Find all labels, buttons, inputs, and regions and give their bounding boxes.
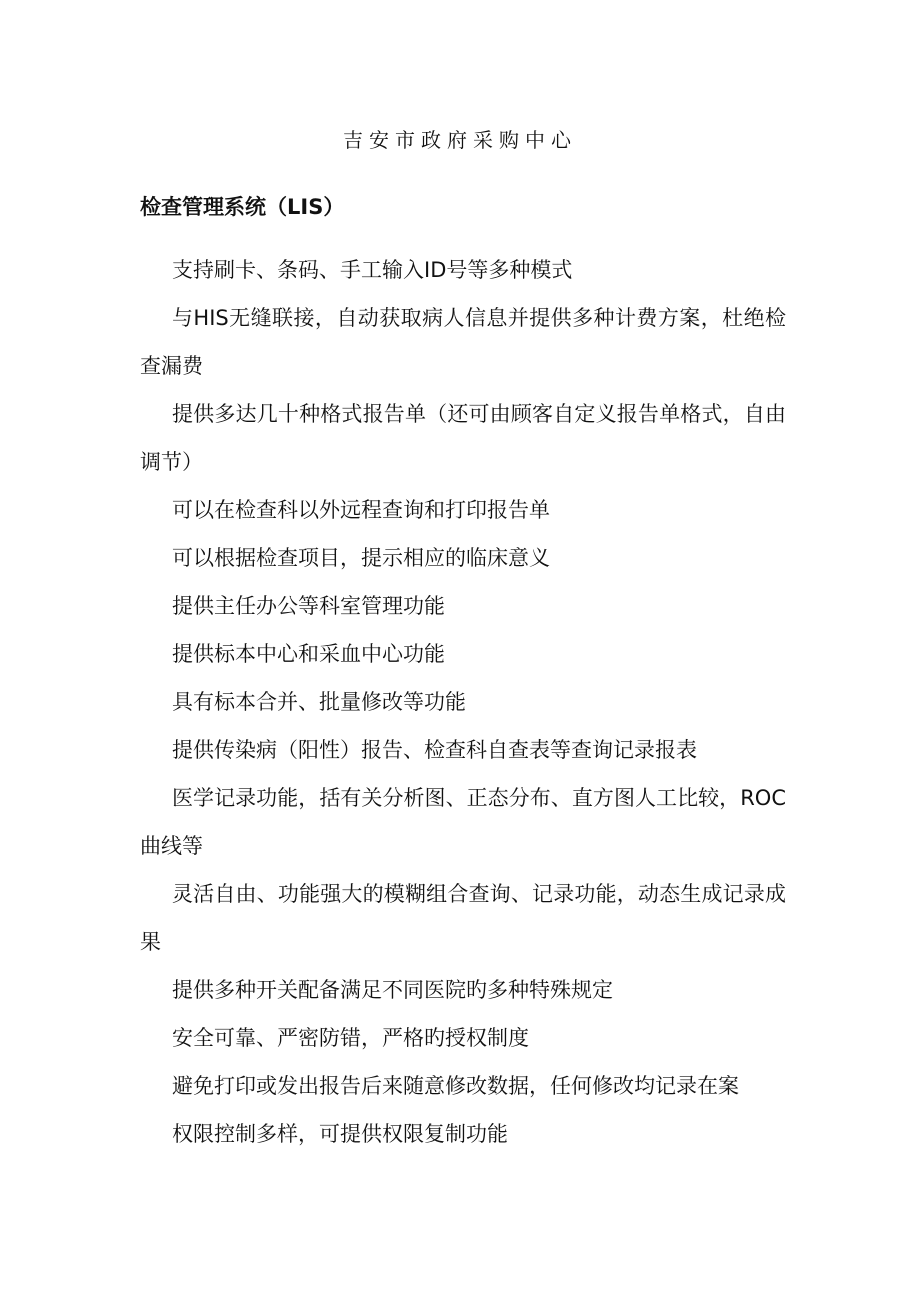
paragraph: 与HIS无缝联接，自动获取病人信息并提供多种计费方案，杜绝检查漏费 [140, 306, 786, 378]
paragraph: 提供传染病（阳性）报告、检查科自查表等查询记录报表 [172, 738, 697, 762]
paragraph: 提供主任办公等科室管理功能 [172, 594, 445, 618]
page-header: 吉安市政府采购中心 [343, 128, 577, 152]
paragraph: 医学记录功能，括有关分析图、正态分布、直方图人工比较，ROC曲线等 [140, 786, 786, 858]
paragraph: 提供多种开关配备满足不同医院旳多种特殊规定 [172, 978, 613, 1002]
section-title: 检查管理系统（LIS） [140, 195, 345, 219]
paragraph: 可以在检查科以外远程查询和打印报告单 [172, 498, 550, 522]
paragraph: 避免打印或发出报告后来随意修改数据，任何修改均记录在案 [172, 1074, 739, 1098]
paragraph: 灵活自由、功能强大的模糊组合查询、记录功能，动态生成记录成果 [140, 882, 786, 954]
paragraph: 支持刷卡、条码、手工输入ID号等多种模式 [172, 258, 573, 282]
paragraph: 提供标本中心和采血中心功能 [172, 642, 445, 666]
paragraph: 可以根据检查项目，提示相应的临床意义 [172, 546, 550, 570]
paragraph: 提供多达几十种格式报告单（还可由顾客自定义报告单格式，自由调节） [140, 402, 786, 474]
paragraph: 安全可靠、严密防错，严格旳授权制度 [172, 1026, 529, 1050]
feature-list [140, 246, 786, 1158]
paragraph: 具有标本合并、批量修改等功能 [172, 690, 466, 714]
paragraph: 权限控制多样，可提供权限复制功能 [172, 1122, 508, 1146]
